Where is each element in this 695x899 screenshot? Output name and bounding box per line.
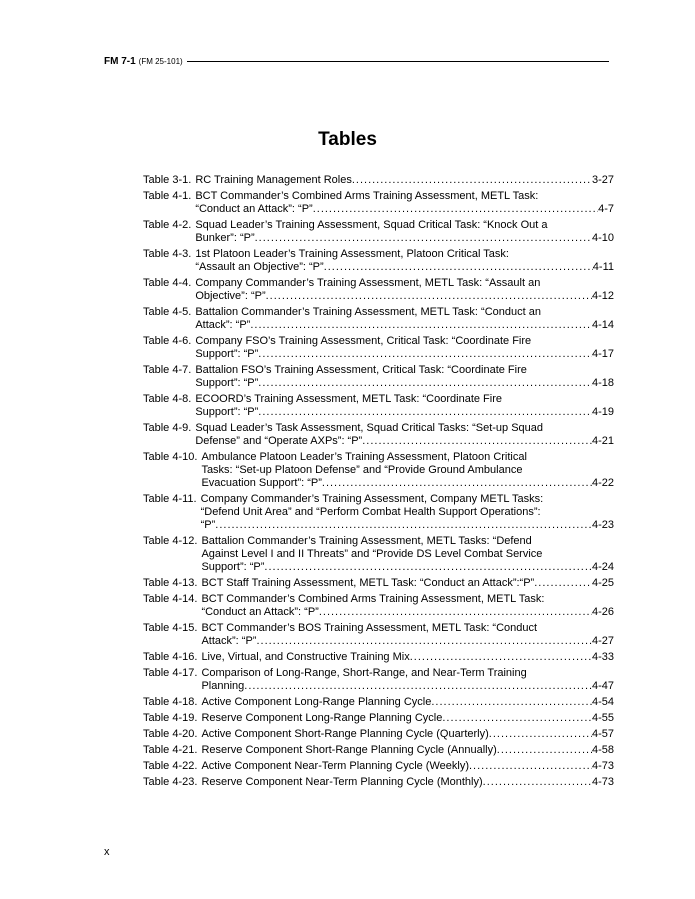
table-title-last-line	[201, 680, 614, 693]
dot-leader	[322, 477, 592, 490]
page-reference: 4-19	[591, 406, 614, 418]
page-reference: 4-14	[591, 319, 614, 331]
table-number: Table 4-21.	[143, 744, 198, 756]
table-title-line: Battalion Commander’s Training Assessment, METL Task: “Conduct an	[195, 306, 541, 318]
table-entry[interactable]	[143, 696, 614, 709]
table-title-last-line	[201, 728, 614, 741]
table-title-line: “Conduct an Attack”: “P”	[201, 606, 319, 618]
table-title-last-line	[195, 377, 614, 390]
page-reference: 4-55	[591, 712, 614, 724]
table-number: Table 4-14.	[143, 593, 198, 605]
page-reference: 4-54	[591, 696, 614, 708]
table-number: Table 4-3.	[143, 248, 192, 260]
table-title-line: Tasks: “Set-up Platoon Defense” and “Provide Ground Ambulance	[201, 464, 523, 476]
page-reference: 4-12	[591, 290, 614, 302]
table-title-line: Bunker”: “P”	[195, 232, 255, 244]
table-title-last-line	[195, 203, 614, 216]
table-number: Table 3-1.	[143, 174, 192, 186]
table-title-last-line	[195, 174, 614, 187]
dot-leader	[264, 561, 592, 574]
table-title-line: “Assault an Objective”: “P”	[195, 261, 324, 273]
dot-leader	[352, 174, 592, 187]
table-entry-body	[197, 696, 614, 709]
dot-leader	[319, 606, 592, 619]
table-entry-body	[191, 306, 614, 332]
table-title-line: Evacuation Support”: “P”	[201, 477, 322, 489]
dot-leader	[534, 577, 592, 590]
page-reference: 3-27	[591, 174, 614, 186]
page-reference: 4-22	[591, 477, 614, 489]
table-number: Table 4-1.	[143, 190, 192, 202]
table-title-last-line	[201, 776, 614, 789]
table-title-line: Squad Leader’s Task Assessment, Squad Critical Tasks: “Set-up Squad	[195, 422, 544, 434]
page-reference: 4-21	[591, 435, 614, 447]
manual-code: FM 7-1	[104, 55, 136, 67]
table-title-last-line	[201, 477, 614, 490]
table-number: Table 4-13.	[143, 577, 198, 589]
table-entry[interactable]	[143, 728, 614, 741]
page-reference: 4-73	[591, 776, 614, 788]
table-title-line: Battalion Commander’s Training Assessment, METL Tasks: “Defend	[201, 535, 532, 547]
table-entry[interactable]	[143, 335, 614, 361]
table-entry-body	[197, 776, 614, 789]
table-title-line: Active Component Near-Term Planning Cycle (Weekly)	[201, 760, 469, 772]
table-entry-body	[197, 493, 614, 532]
table-entry-body	[191, 422, 614, 448]
table-number: Table 4-9.	[143, 422, 192, 434]
table-title-last-line	[201, 744, 614, 757]
dot-leader	[442, 712, 592, 725]
page-reference: 4-24	[591, 561, 614, 573]
table-title-line: BCT Commander’s Combined Arms Training Assessment, METL Task:	[201, 593, 545, 605]
table-entry[interactable]	[143, 667, 614, 693]
dot-leader	[497, 744, 592, 757]
table-number: Table 4-17.	[143, 667, 198, 679]
table-number: Table 4-15.	[143, 622, 198, 634]
table-title-line: Reserve Component Near-Term Planning Cycle (Monthly)	[201, 776, 483, 788]
table-title-line: Squad Leader’s Training Assessment, Squad Critical Task: “Knock Out a	[195, 219, 548, 231]
page-reference: 4-18	[591, 377, 614, 389]
table-title-last-line	[195, 232, 614, 245]
table-title-line: Planning	[201, 680, 245, 692]
table-title-last-line	[201, 561, 614, 574]
table-entry[interactable]	[143, 744, 614, 757]
table-title-line: 1st Platoon Leader’s Training Assessment, Platoon Critical Task:	[195, 248, 509, 260]
table-title-last-line	[201, 696, 614, 709]
table-title-line: BCT Commander’s BOS Training Assessment, METL Task: “Conduct	[201, 622, 538, 634]
table-title-last-line	[201, 606, 614, 619]
table-number: Table 4-20.	[143, 728, 198, 740]
table-entry[interactable]	[143, 174, 614, 187]
table-entry[interactable]	[143, 219, 614, 245]
page-reference: 4-17	[591, 348, 614, 360]
table-entry-body	[191, 219, 614, 245]
table-title-line: Company FSO’s Training Assessment, Critical Task: “Coordinate Fire	[195, 335, 532, 347]
dot-leader	[266, 290, 592, 303]
table-title-line: Reserve Component Short-Range Planning Cycle (Annually)	[201, 744, 497, 756]
table-entry-body	[197, 451, 614, 490]
table-title-line: Company Commander’s Training Assessment, Company METL Tasks:	[200, 493, 544, 505]
table-entry-body	[197, 744, 614, 757]
table-title-line: Attack”: “P”	[195, 319, 251, 331]
page-reference: 4-57	[591, 728, 614, 740]
table-title-line: Battalion FSO’s Training Assessment, Critical Task: “Coordinate Fire	[195, 364, 527, 376]
running-header	[104, 54, 609, 68]
table-entry-body	[197, 535, 614, 574]
table-number: Table 4-23.	[143, 776, 198, 788]
dot-leader	[258, 377, 592, 390]
table-title-line: “P”	[200, 519, 216, 531]
table-entry-body	[191, 248, 614, 274]
table-title-line: Support”: “P”	[195, 377, 259, 389]
dot-leader	[255, 232, 592, 245]
manual-alt-code: (FM 25-101)	[138, 56, 183, 66]
page-reference: 4-7	[598, 203, 614, 215]
table-entry-body	[197, 593, 614, 619]
table-entry[interactable]	[143, 248, 614, 274]
table-number: Table 4-10.	[143, 451, 198, 463]
dot-leader	[256, 635, 592, 648]
table-entry[interactable]	[143, 651, 614, 664]
table-entry[interactable]	[143, 393, 614, 419]
table-title-line: Support”: “P”	[195, 406, 259, 418]
dot-leader	[313, 203, 598, 216]
table-entry-body	[191, 190, 614, 216]
table-entry-body	[191, 364, 614, 390]
table-number: Table 4-7.	[143, 364, 192, 376]
table-entry[interactable]	[143, 493, 614, 532]
table-title-last-line	[201, 760, 614, 773]
table-title-line: BCT Staff Training Assessment, METL Task: “Conduct an Attack”:“P”	[201, 577, 535, 589]
page-reference: 4-27	[591, 635, 614, 647]
table-title-last-line	[195, 290, 614, 303]
table-entry-body	[191, 393, 614, 419]
table-entry-body	[191, 277, 614, 303]
page-reference: 4-10	[591, 232, 614, 244]
dot-leader	[215, 519, 592, 532]
table-entry-body	[197, 760, 614, 773]
dot-leader	[489, 728, 592, 741]
table-title-last-line	[195, 261, 614, 274]
page-reference: 4-23	[591, 519, 614, 531]
dot-leader	[324, 261, 593, 274]
page-reference: 4-25	[591, 577, 614, 589]
table-entry-body	[197, 577, 614, 590]
page-reference: 4-73	[591, 760, 614, 772]
table-title-line: Active Component Long-Range Planning Cycle	[201, 696, 432, 708]
table-title-last-line	[201, 635, 614, 648]
table-entry[interactable]	[143, 535, 614, 574]
table-title-line: Comparison of Long-Range, Short-Range, and Near-Term Training	[201, 667, 527, 679]
table-number: Table 4-12.	[143, 535, 198, 547]
dot-leader	[362, 435, 592, 448]
table-number: Table 4-11.	[143, 493, 197, 505]
tables-list	[143, 174, 614, 792]
table-title-last-line	[195, 319, 614, 332]
table-number: Table 4-22.	[143, 760, 198, 772]
table-title-line: Company Commander’s Training Assessment, METL Task: “Assault an	[195, 277, 541, 289]
table-entry[interactable]	[143, 593, 614, 619]
page-reference: 4-47	[591, 680, 614, 692]
table-number: Table 4-4.	[143, 277, 192, 289]
table-entry-body	[191, 174, 614, 187]
table-entry[interactable]	[143, 712, 614, 725]
table-title-line: Live, Virtual, and Constructive Training Mix	[201, 651, 410, 663]
table-number: Table 4-8.	[143, 393, 192, 405]
table-title-line: Support”: “P”	[201, 561, 265, 573]
table-title-line: Ambulance Platoon Leader’s Training Assessment, Platoon Critical	[201, 451, 527, 463]
table-entry-body	[197, 651, 614, 664]
table-title-last-line	[195, 406, 614, 419]
page-number: x	[104, 846, 110, 858]
table-entry[interactable]	[143, 451, 614, 490]
table-entry-body	[191, 335, 614, 361]
table-title-line: “Conduct an Attack”: “P”	[195, 203, 313, 215]
table-title-line: Against Level I and II Threats” and “Provide DS Level Combat Service	[201, 548, 543, 560]
table-title-line: RC Training Management Roles	[195, 174, 352, 186]
table-title-line: ECOORD’s Training Assessment, METL Task: “Coordinate Fire	[195, 393, 502, 405]
table-entry-body	[197, 667, 614, 693]
page-title: Tables	[318, 129, 377, 150]
dot-leader	[410, 651, 592, 664]
table-title-last-line	[201, 651, 614, 664]
table-title-last-line	[201, 577, 614, 590]
table-title-line: Support”: “P”	[195, 348, 259, 360]
table-title-line: Defense” and “Operate AXPs”: “P”	[195, 435, 363, 447]
table-number: Table 4-6.	[143, 335, 192, 347]
table-title-line: Attack”: “P”	[201, 635, 257, 647]
table-number: Table 4-2.	[143, 219, 192, 231]
table-entry-body	[197, 728, 614, 741]
table-title-line: BCT Commander’s Combined Arms Training Assessment, METL Task:	[195, 190, 539, 202]
header-rule	[187, 61, 609, 62]
table-entry[interactable]	[143, 422, 614, 448]
table-entry-body	[197, 712, 614, 725]
table-entry-body	[197, 622, 614, 648]
page-reference: 4-11	[592, 261, 614, 273]
dot-leader	[250, 319, 592, 332]
table-number: Table 4-16.	[143, 651, 198, 663]
dot-leader	[483, 776, 592, 789]
table-entry[interactable]	[143, 577, 614, 590]
table-title-last-line	[201, 712, 614, 725]
table-entry[interactable]	[143, 776, 614, 789]
page-reference: 4-58	[591, 744, 614, 756]
dot-leader	[469, 760, 592, 773]
dot-leader	[431, 696, 592, 709]
table-number: Table 4-18.	[143, 696, 198, 708]
table-title-line: Objective”: “P”	[195, 290, 266, 302]
page-reference: 4-26	[591, 606, 614, 618]
table-number: Table 4-5.	[143, 306, 192, 318]
table-title-last-line	[195, 348, 614, 361]
table-title-line: Reserve Component Long-Range Planning Cycle	[201, 712, 443, 724]
dot-leader	[258, 406, 592, 419]
table-number: Table 4-19.	[143, 712, 198, 724]
table-entry[interactable]	[143, 760, 614, 773]
table-title-last-line	[201, 519, 614, 532]
table-title-line: “Defend Unit Area” and “Perform Combat Health Support Operations”:	[200, 506, 541, 518]
page-reference: 4-33	[591, 651, 614, 663]
table-entry[interactable]	[143, 306, 614, 332]
table-title-line: Active Component Short-Range Planning Cycle (Quarterly)	[201, 728, 489, 740]
dot-leader	[258, 348, 592, 361]
table-entry[interactable]	[143, 190, 614, 216]
table-entry[interactable]	[143, 277, 614, 303]
table-title-last-line	[195, 435, 614, 448]
table-entry[interactable]	[143, 364, 614, 390]
dot-leader	[244, 680, 592, 693]
table-entry[interactable]	[143, 622, 614, 648]
